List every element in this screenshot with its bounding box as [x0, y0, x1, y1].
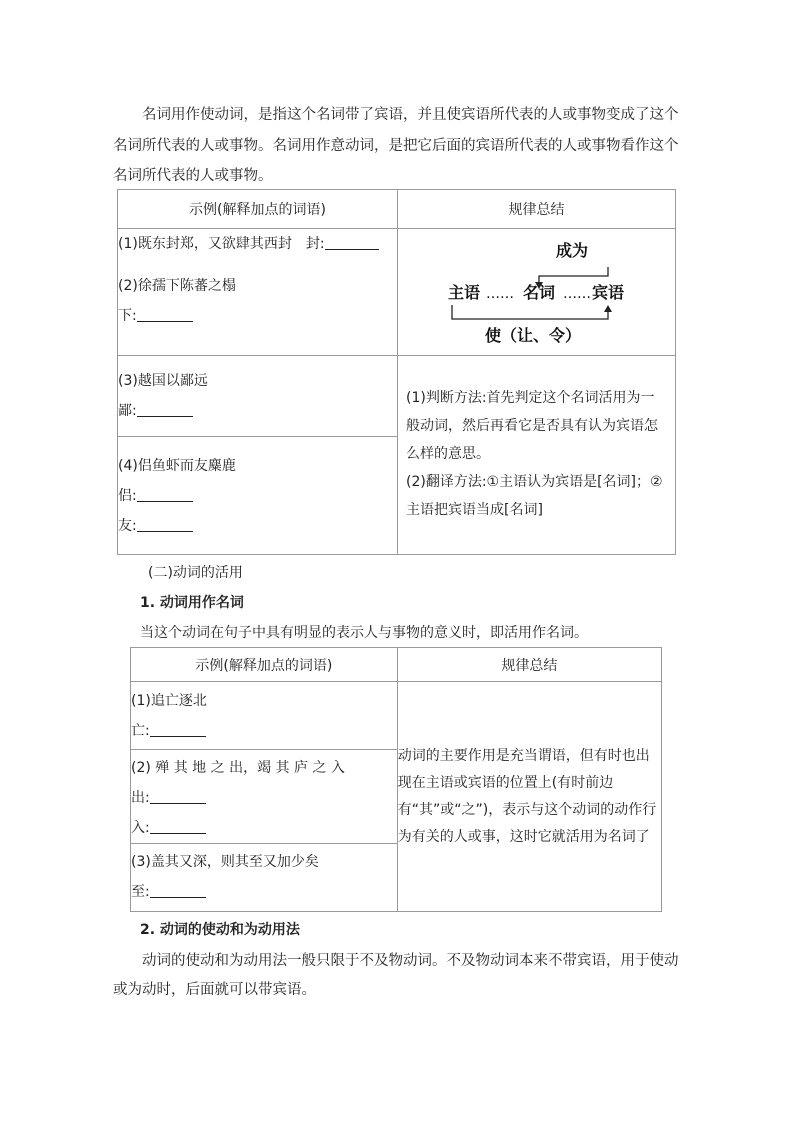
example-3-answer: [118, 396, 397, 426]
heading-verb-as-noun: 1. 动词用作名词: [140, 595, 244, 611]
answer-blank[interactable]: [137, 485, 193, 502]
table2-header-examples: 示例(解释加点的词语): [131, 648, 398, 682]
table2-examples-cell-2: [131, 750, 398, 844]
t2-example-2-label-2: 入:: [131, 820, 150, 836]
heading-causative-verb: 2. 动词的使动和为动用法: [140, 922, 300, 938]
diagram-dots-2: ……: [563, 286, 591, 302]
example-4-answer-1: [118, 481, 397, 511]
diagram-dots-1: ……: [486, 286, 514, 302]
table1-examples-cell-3: [118, 356, 398, 437]
diagram-subject: 主语: [447, 283, 481, 302]
conversion-diagram: [398, 229, 675, 351]
diagram-bottom-label: 使（让、令）: [484, 326, 582, 345]
table2-examples-cell-1: [131, 682, 398, 750]
example-3-sentence: (3)越国以鄙远: [118, 373, 208, 389]
t2-example-3-sentence: (3)盖其又深，则其至又加少矣: [131, 854, 319, 870]
diagram-top-label: 成为: [555, 241, 589, 260]
table2-rules-cell: 动词的主要作用是充当谓语，但有时也出现在主语或宾语的位置上(有时前边有“其”或“之”)，表示与这个动词的动作行为有关的人或事，这时它就活用为名词了: [397, 682, 661, 912]
answer-blank[interactable]: [137, 515, 193, 532]
t2-example-2-label-1: 出:: [131, 790, 150, 806]
diagram-noun: 名词: [522, 283, 556, 302]
example-2-answer: [118, 301, 397, 331]
answer-blank[interactable]: [137, 305, 193, 322]
t2-example-2-answer-2: [131, 813, 397, 843]
table1-rules-cell: [398, 356, 676, 555]
table1-header-examples: 示例(解释加点的词语): [118, 190, 398, 229]
answer-blank[interactable]: [325, 233, 379, 250]
t2-example-2-sentence: (2) 殚 其 地 之 出，竭 其 庐 之 入: [131, 760, 345, 776]
section-title-verb: (二)动词的活用: [148, 565, 243, 581]
answer-blank[interactable]: [150, 817, 206, 834]
diagram-object: 宾语: [591, 283, 625, 302]
table1-diagram-cell: [398, 229, 676, 356]
example-3-label: 鄙:: [118, 403, 137, 419]
example-2-sentence: (2)徐孺下陈蕃之榻: [118, 278, 236, 294]
answer-blank[interactable]: [137, 400, 193, 417]
table1-examples-cell-4: [118, 437, 398, 555]
diagram-top-arrow: [539, 267, 608, 284]
rule-translation: (2)翻译方法:①主语认为宾语是[名词]；②主语把宾语当成[名词]: [406, 474, 663, 518]
noun-usage-table: [117, 189, 676, 555]
example-1-text: (1)既东封郑，又欲肆其西封 封:: [118, 236, 325, 252]
table1-header-rules: 规律总结: [398, 190, 676, 229]
example-2-label: 下:: [118, 308, 137, 324]
causative-verb-text: 动词的使动和为动用法一般只限于不及物动词。不及物动词本来不带宾语，用于使动或为动时，后面就可以带宾语。: [113, 953, 679, 998]
answer-blank[interactable]: [150, 881, 206, 898]
diagram-bottom-arrow: [452, 305, 608, 319]
diagram-bottom-arrowhead: [604, 305, 612, 312]
t2-example-3-label: 至:: [131, 884, 150, 900]
verb-usage-table: [130, 647, 662, 912]
table2-header-rules: 规律总结: [397, 648, 661, 682]
intro-paragraph: 名词用作使动词，是指这个名词带了宾语，并且使宾语所代表的人或事物变成了这个名词所代表的人或事物。名词用作意动词，是把它后面的宾语所代表的人或事物看作这个名词所代表的人或事物。: [113, 107, 679, 184]
answer-blank[interactable]: [150, 720, 206, 737]
answer-blank[interactable]: [150, 787, 206, 804]
example-4-answer-2: [118, 511, 397, 541]
example-4-label-1: 侣:: [118, 488, 137, 504]
example-4-label-2: 友:: [118, 518, 137, 534]
verb-as-noun-text: 当这个动词在句子中具有明显的表示人与事物的意义时，即活用作名词。: [140, 625, 588, 641]
t2-example-2-answer-1: [131, 783, 397, 813]
table1-examples-cell-1: [118, 229, 398, 356]
t2-example-1-label: 亡:: [131, 723, 150, 739]
t2-example-1-sentence: (1)追亡逐北: [131, 693, 207, 709]
rule-judgment: (1)判断方法:首先判定这个名词活用为一般动词，然后再看它是否具有认为宾语怎么样的意思。: [406, 390, 658, 462]
example-4-sentence: (4)侣鱼虾而友麋鹿: [118, 458, 236, 474]
table2-examples-cell-3: [131, 844, 398, 912]
t2-example-1-answer: [131, 716, 397, 746]
example-1: [118, 229, 397, 259]
t2-example-3-answer: [131, 877, 397, 907]
